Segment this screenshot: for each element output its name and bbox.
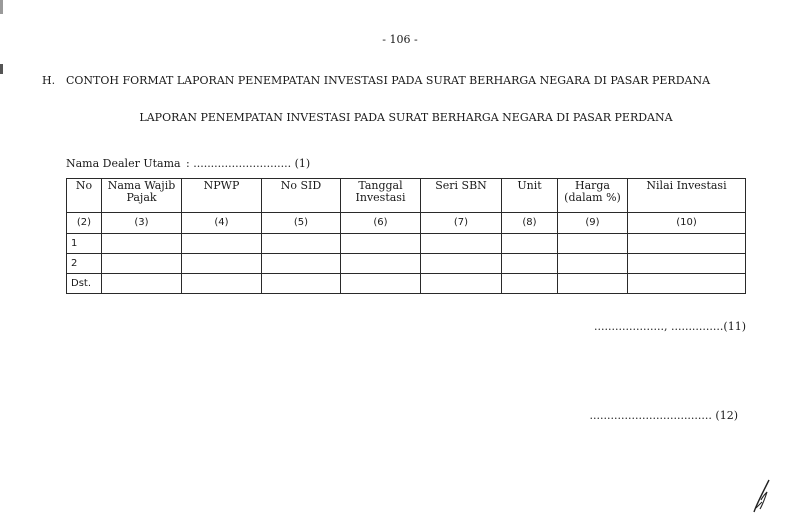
column-number: (2): [67, 213, 102, 234]
table-cell: [628, 234, 746, 254]
table-cell: [502, 234, 558, 254]
table-cell: [628, 274, 746, 294]
table-cell: [182, 254, 262, 274]
table-cell: [102, 274, 182, 294]
table-row: [67, 234, 746, 254]
table-cell: [558, 274, 628, 294]
header-harga: Harga (dalam %): [558, 179, 628, 213]
table-cell: [502, 254, 558, 274]
initial-signature: [748, 478, 778, 514]
table-row: [67, 274, 746, 294]
column-number: (9): [558, 213, 628, 234]
table-cell: [102, 234, 182, 254]
dealer-value: : ............................ (1): [186, 157, 311, 170]
column-number: (10): [628, 213, 746, 234]
report-title: LAPORAN PENEMPATAN INVESTASI PADA SURAT BERHARGA NEGARA DI PASAR PERDANA: [139, 111, 673, 124]
section-letter: H.: [42, 74, 56, 87]
header-no-sid: No SID: [262, 179, 341, 213]
table-cell: [421, 254, 502, 274]
dealer-field: [66, 157, 310, 170]
row-number: Dst.: [67, 274, 102, 294]
table-cell: [262, 274, 341, 294]
table-cell: [421, 274, 502, 294]
dealer-label: Nama Dealer Utama: [66, 157, 181, 170]
table-cell: [502, 274, 558, 294]
table-cell: [421, 234, 502, 254]
table-cell: [341, 274, 421, 294]
table-cell: [628, 254, 746, 274]
table-cell: [102, 254, 182, 274]
table-cell: [341, 234, 421, 254]
table-cell: [262, 254, 341, 274]
column-number: (4): [182, 213, 262, 234]
page-number: - 106 -: [382, 33, 418, 46]
table-cell: [558, 254, 628, 274]
header-unit: Unit: [502, 179, 558, 213]
table-row: [67, 254, 746, 274]
row-number: 1: [67, 234, 102, 254]
table-cell: [341, 254, 421, 274]
place-date-line: ...................., ...............(11): [594, 320, 746, 333]
table-cell: [182, 274, 262, 294]
header-seri-sbn: Seri SBN: [421, 179, 502, 213]
column-number: (3): [102, 213, 182, 234]
section-title: CONTOH FORMAT LAPORAN PENEMPATAN INVESTASI PADA SURAT BERHARGA NEGARA DI PASAR PERDANA: [66, 74, 711, 87]
column-number: (7): [421, 213, 502, 234]
column-number-row: [67, 213, 746, 234]
header-nama-wajib-pajak: Nama Wajib Pajak: [102, 179, 182, 213]
margin-mark: [0, 64, 3, 74]
column-number: (5): [262, 213, 341, 234]
table-header-row: [67, 179, 746, 213]
header-nilai-investasi: Nilai Investasi: [628, 179, 746, 213]
table-cell: [558, 234, 628, 254]
table-cell: [262, 234, 341, 254]
header-npwp: NPWP: [182, 179, 262, 213]
column-number: (8): [502, 213, 558, 234]
header-tanggal-investasi: Tanggal Investasi: [341, 179, 421, 213]
row-number: 2: [67, 254, 102, 274]
signature-line: ................................... (12): [589, 409, 738, 422]
column-number: (6): [341, 213, 421, 234]
margin-mark: [0, 0, 3, 14]
section-heading: [42, 74, 710, 87]
investment-table: [66, 178, 746, 294]
header-no: No: [67, 179, 102, 213]
table-cell: [182, 234, 262, 254]
